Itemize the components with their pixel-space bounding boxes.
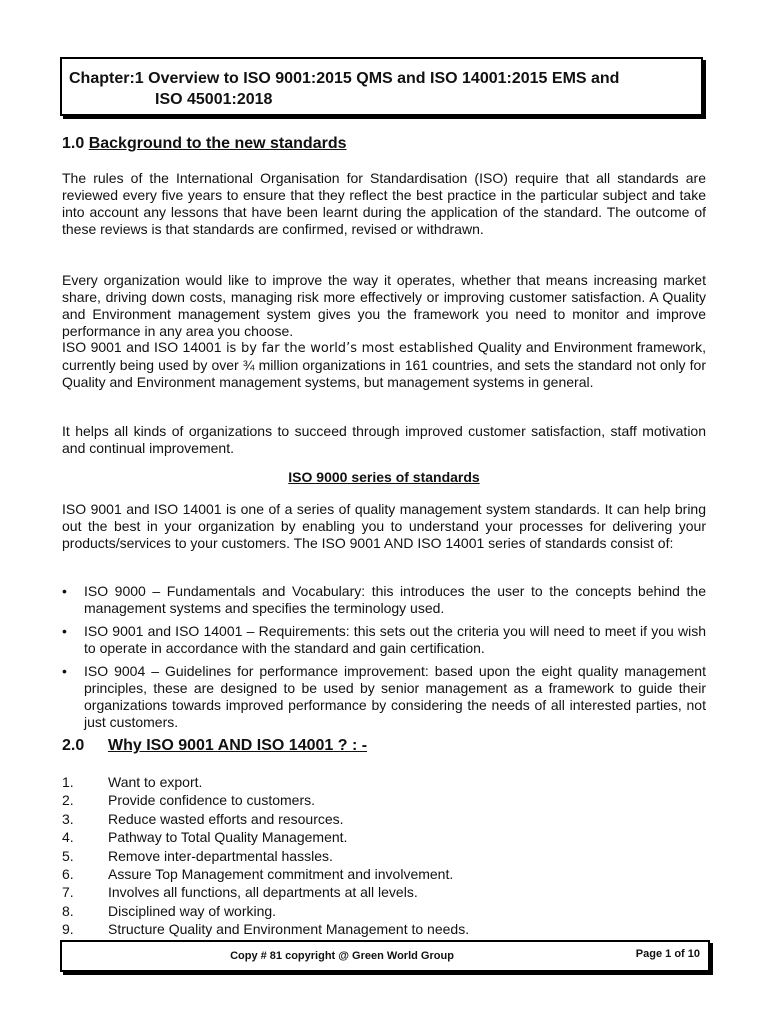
reasons-list (62, 773, 469, 939)
background-paragraph-3 (62, 339, 706, 391)
bullet-icon: • (62, 663, 67, 679)
page-footer (60, 940, 710, 972)
section-1-number: 1.0 (62, 135, 89, 152)
bullet-text: ISO 9001 and ISO 14001 – Requirements: this sets out the criteria you will need to meet if you wish to operate in accordance with the standard and gain certification. (84, 623, 706, 656)
background-paragraph-1: The rules of the International Organisation for Standardisation (ISO) require that all standards are reviewed every five years to ensure that they reflect the best practice in the particular subject and take into account any lessons that have been learnt during the application of the standard. The outcome of these reviews is that standards are confirmed, revised or withdrawn. (62, 170, 706, 237)
item-text: Provide confidence to customers. (108, 792, 315, 809)
footer-page-number: Page 1 of 10 (635, 948, 700, 960)
chapter-title-line-2: ISO 45001:2018 (155, 91, 273, 108)
item-number: 4. (62, 829, 74, 846)
bullet-icon: • (62, 623, 67, 639)
paragraph-3-lead: ISO 9001 and ISO 14001 (62, 339, 226, 355)
section-1-title: Background to the new standards (88, 135, 347, 152)
list-item (62, 865, 469, 883)
background-paragraph-4: It helps all kinds of organizations to succeed through improved customer satisfaction, staff motivation and continual improvement. (62, 423, 706, 456)
list-item (62, 791, 469, 809)
item-number: 8. (62, 902, 74, 919)
list-item (62, 902, 469, 920)
iso-series-intro: ISO 9001 and ISO 14001 is one of a series of quality management system standards. It can help bring out the best in your organization by enabling you to understand your processes for delivering your products/services to your customers. The ISO 9001 AND ISO 14001 series of standards consist of: (62, 501, 706, 551)
chapter-title-line-1: Chapter:1 Overview to ISO 9001:2015 QMS and ISO 14001:2015 EMS and (69, 70, 620, 87)
item-text: Structure Quality and Environment Management to needs. (108, 921, 470, 938)
bullet-text: ISO 9004 – Guidelines for performance improvement: based upon the eight quality management principles, these are designed to be used by senior management as a framework to guide their organizations towards improved performance by considering the needs of all interested parties, not just customers. (84, 663, 706, 730)
background-paragraph-2: Every organization would like to improve the way it operates, whether that means increasing market share, driving down costs, managing risk more effectively or improving customer satisfaction. A Quality and Environment management system gives you the framework you need to monitor and improve performance in any area you choose. (62, 272, 706, 339)
section-2-heading (62, 737, 367, 755)
section-2-title: Why ISO 9001 AND ISO 14001 ? : - (108, 737, 368, 754)
section-2-number: 2.0 (62, 737, 85, 754)
list-item (62, 773, 469, 791)
iso-series-heading: ISO 9000 series of standards (288, 469, 480, 485)
paragraph-3-rest: Quality and Environment framework, currently being used by over ¾ million organizations in 161 countries, and sets the standard not only for Quality and Environment management systems, but management systems in general. (62, 339, 706, 390)
item-number: 3. (62, 810, 74, 827)
list-item (62, 847, 469, 865)
item-number: 7. (62, 884, 74, 901)
item-text: Remove inter-departmental hassles. (108, 847, 333, 864)
item-number: 2. (62, 792, 74, 809)
iso-series-bullet-list (62, 583, 706, 737)
list-item (62, 623, 706, 657)
list-item (62, 583, 706, 617)
item-number: 5. (62, 847, 74, 864)
item-number: 6. (62, 866, 74, 883)
list-item (62, 883, 469, 901)
item-text: Pathway to Total Quality Management. (108, 829, 348, 846)
list-item (62, 828, 469, 846)
list-item (62, 810, 469, 828)
footer-copyright: Copy # 81 copyright @ Green World Group (230, 950, 454, 962)
item-text: Assure Top Management commitment and involvement. (108, 866, 454, 883)
section-1-heading (62, 135, 347, 153)
item-text: Involves all functions, all departments at all levels. (108, 884, 418, 901)
bullet-text: ISO 9000 – Fundamentals and Vocabulary: this introduces the user to the concepts behind the management systems and specifies the terminology used. (84, 583, 706, 616)
item-text: Reduce wasted efforts and resources. (108, 810, 344, 827)
item-text: Want to export. (108, 774, 203, 790)
list-item (62, 663, 706, 731)
item-number: 1. (62, 774, 74, 790)
list-item (62, 920, 469, 938)
item-text: Disciplined way of working. (108, 902, 277, 919)
bullet-icon: • (62, 583, 67, 599)
item-number: 9. (62, 921, 74, 938)
chapter-title-box (60, 57, 703, 116)
paragraph-3-highlight: is by far the world’s most established (225, 341, 474, 356)
